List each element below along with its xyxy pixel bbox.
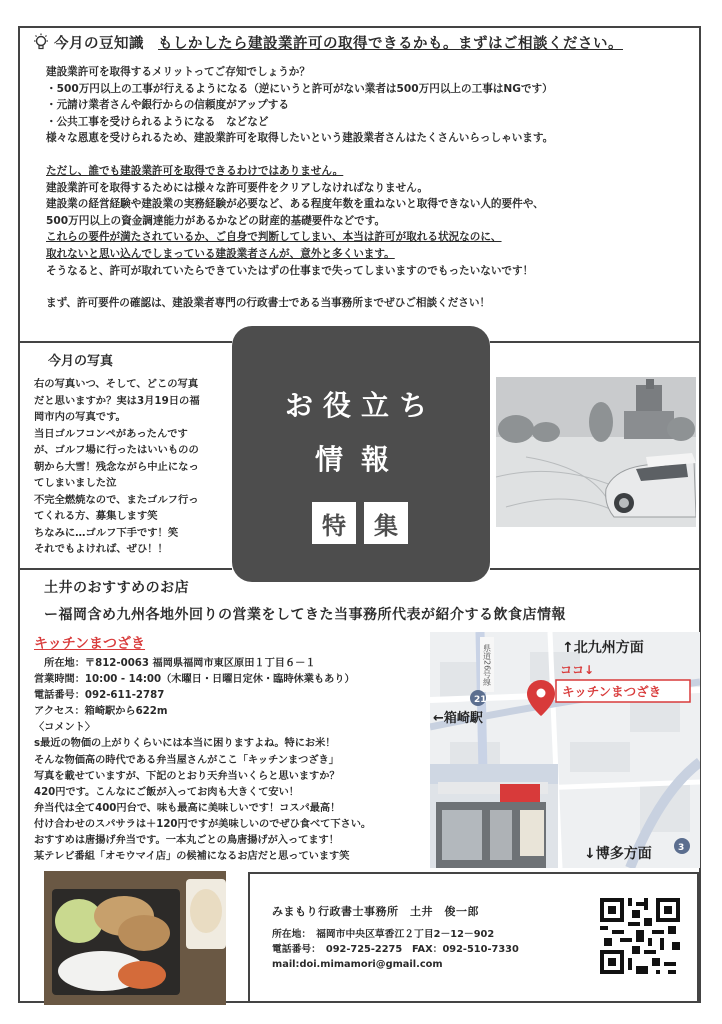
map-road-number-2: 3 (678, 843, 685, 853)
divider (18, 568, 232, 570)
photo-line: 朝から大雪！残念ながら中止になっ (34, 460, 199, 473)
photo-text (34, 376, 234, 558)
feature-subtitle: 情報 (314, 443, 407, 476)
shop-info (34, 656, 434, 865)
shop-info-line: 420円です。こんなにご飯が入ってお肉も大きくて安い！ (34, 786, 299, 798)
shop-info-line: 〈コメント〉 (34, 722, 96, 734)
feature-panel (232, 326, 490, 582)
shop-heading-2: ー福岡含め九州各地外回りの営業をしてきた当事務所代表が紹介する飲食店情報 (44, 607, 566, 623)
shop-info-line: 所在地：〒812-0063 福岡県福岡市東区原田１丁目６－１ (34, 658, 316, 669)
office-contact (272, 927, 519, 972)
shop-name: キッチンまつざき (34, 636, 146, 652)
shop-info-line: 写真を載せていますが、下記のとおり天弁当いくらと思いますか？ (34, 770, 340, 782)
tips-line: ただし、誰でも建設業許可を取得できるわけではありません。 (46, 164, 344, 177)
map-street-label: 県道26号線 (482, 644, 492, 687)
tips-line: ・公共工事を受けられるようになる などなど (46, 115, 269, 128)
tips-heading: 今月の豆知識 (54, 36, 144, 52)
shop-storefront-photo (430, 764, 558, 868)
tips-line: 取れないと思い込んでしまっている建設業者さんが、意外と多くいます。 (46, 247, 395, 260)
divider (490, 568, 701, 570)
tips-line: ・500万円以上の工事が行えるようになる（逆にいうと許可がない業者は500万円以上の工事はNGです） (46, 82, 553, 95)
tips-line: 建設業の経営経験や建設業の実務経験が必要など、ある程度年数を重ねないと取得できない人的要件や、 (46, 198, 544, 211)
tips-line: ・元請け業者さんや銀行からの信頼度がアップする (46, 99, 289, 112)
tips-line: これらの要件が満たされているか、ご自身で判断してしまい、本当は許可が取れる状況なのに、 (46, 231, 502, 244)
office-phone: 電話番号： 092-725-2275 FAX：092-510-7330 (272, 944, 519, 955)
snow-photo (496, 377, 696, 527)
photo-line: が、ゴルフ場に行ったはいいものの (34, 444, 199, 456)
photo-line: てしまいました泣 (34, 477, 117, 489)
office-email[interactable]: mail:doi.mimamori@gmail.com (272, 959, 443, 970)
tips-line: 様々な恩恵を受けられるため、建設業許可を取得したいという建設業者さんはたくさんいらっしゃいます。 (46, 132, 554, 145)
shop-map (430, 632, 700, 868)
office-address: 所在地： 福岡市中央区草香江２丁目2－12－902 (272, 929, 495, 940)
lightbulb-icon (32, 33, 50, 55)
photo-line: 当日ゴルフコンペがあったんです (34, 427, 188, 440)
tips-line: そうなると、許可が取れていたらできていたはずの仕事まで失ってしまいますのでもったいないです！ (46, 264, 534, 277)
shop-info-line: そんな物価高の時代である弁当屋さんがここ「キッチンまつざき」 (34, 754, 339, 766)
shop-info-line: 付け合わせのスパサラは＋120円ですが美味しいのでぜひ食べて下さい。 (34, 818, 372, 830)
photo-line: 右の写真いつ、そして、どこの写真 (34, 378, 199, 390)
map-station-label: ←箱崎駅 (433, 711, 483, 726)
divider (18, 341, 232, 343)
office-name: みまもり行政書士事務所 土井 俊一郎 (272, 905, 479, 918)
shop-info-line: おすすめは唐揚げ弁当です。一本丸ごとの鳥唐揚げが入ってます！ (34, 835, 339, 847)
tips-line: 建設業許可を取得するメリットってご存知でしょうか？ (46, 66, 310, 78)
map-south-label: ↓博多方面 (584, 846, 652, 862)
tips-line: 500万円以上の資金調達能力があるかなどの財産的基礎要件などです。 (46, 214, 386, 227)
tips-subheading: もしかしたら建設業許可の取得できるかも。まずはご相談ください。 (158, 36, 623, 52)
tips-body (46, 64, 686, 312)
photo-line: てくれる方、募集します笑 (34, 510, 158, 522)
map-road-number: 21 (474, 695, 487, 705)
map-north-label: ↑北九州方面 (562, 640, 644, 656)
divider (490, 341, 701, 343)
shop-info-line: 某テレビ番組「オモウマイ店」の候補になるお店だと思っています笑 (34, 851, 350, 863)
qr-code-icon[interactable] (596, 894, 684, 978)
photo-line: 岡市内の写真です。 (34, 411, 126, 423)
tips-heading-row (32, 32, 623, 55)
photo-heading: 今月の写真 (48, 354, 114, 369)
feature-title: お役立ち (284, 389, 437, 422)
map-shop-label: キッチンまつざき (562, 684, 662, 699)
shop-info-line: 弁当代は全て400円台で、味も最高に美味しいです！コスパ最高！ (34, 802, 341, 814)
shop-info-line: 営業時間：10:00 - 14:00（木曜日・日曜日定休・臨時休業もあり） (34, 674, 355, 686)
feature-tag: 集 (364, 502, 408, 544)
shop-heading-1: 土井のおすすめのお店 (44, 580, 190, 596)
shop-info-line: アクセス：箱崎駅から622m (34, 706, 168, 718)
shop-heading (44, 575, 566, 629)
feature-tag: 特 (312, 502, 356, 544)
photo-line: それでもよければ、ぜひ！！ (34, 543, 168, 555)
shop-info-line: 電話番号：092-611-2787 (34, 690, 165, 702)
map-here-label: ココ↓ (560, 663, 595, 677)
tips-line: 建設業許可を取得するためには様々な許可要件をクリアしなければなりません。 (46, 181, 429, 194)
photo-line: ちなみに…ゴルフ下手です！笑 (34, 526, 179, 539)
photo-line: だと思いますか？実は3月19日の福 (34, 394, 200, 407)
shop-info-line: s最近の物価の上がりくらいには本当に困りますよね。特にお米！ (34, 738, 336, 750)
photo-line: 不完全燃焼なので、またゴルフ行っ (34, 493, 199, 506)
tips-line: まず、許可要件の確認は、建設業者専門の行政書士である当事務所までぜひご相談ください！ (46, 297, 491, 310)
bento-photo (44, 871, 226, 1005)
